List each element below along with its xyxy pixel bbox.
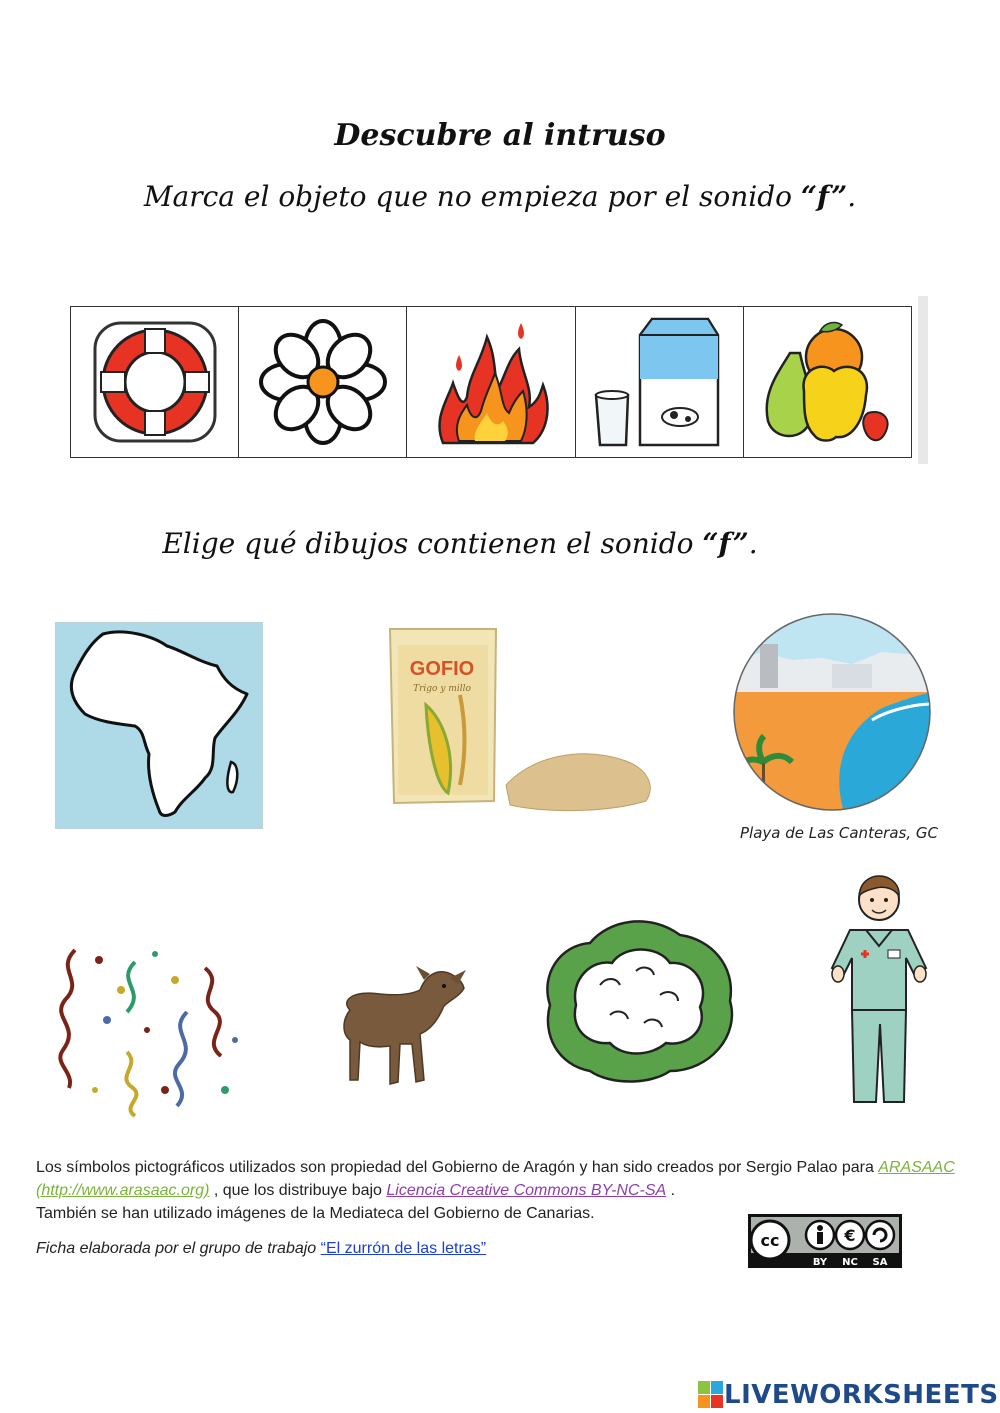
credits-line3: También se han utilizado imágenes de la Mediateca del Gobierno de Canarias.: [36, 1205, 595, 1222]
liveworksheets-logo-text: LIVEWORKSHEETS: [724, 1380, 999, 1410]
milk-icon: [590, 313, 730, 451]
liveworksheets-logo-icon: [698, 1381, 724, 1409]
cc-by: BY: [812, 1257, 828, 1268]
instruction-1: [0, 180, 1000, 213]
liveworksheets-logo[interactable]: [698, 1380, 999, 1410]
instruction-1-text: Marca el objeto que no empieza por el sonido: [143, 180, 801, 213]
fruit-icon: [760, 313, 900, 451]
credits-line1: Los símbolos pictográficos utilizados son propiedad del Gobierno de Aragón y han sido creados por Sergio Palao para: [36, 1159, 879, 1176]
ficha-lead: Ficha elaborada por el grupo de trabajo: [36, 1240, 321, 1257]
strip-cell-fruit[interactable]: [743, 307, 912, 457]
africa-map-image[interactable]: [55, 622, 263, 829]
lifebuoy-icon: [85, 317, 225, 447]
strip-cell-fire[interactable]: [406, 307, 574, 457]
instruction-2-sound: “f”: [702, 527, 749, 560]
confetti-image[interactable]: [55, 940, 245, 1120]
goat-image[interactable]: [320, 960, 470, 1090]
cc-sa: SA: [872, 1257, 888, 1268]
license-link[interactable]: Licencia Creative Commons BY-NC-SA: [386, 1182, 667, 1199]
gofio-brand: GOFIO: [409, 658, 475, 680]
page-title: Descubre al intruso: [334, 118, 666, 153]
cc-text: cc: [760, 1231, 780, 1250]
strip-cell-flower[interactable]: [238, 307, 406, 457]
credits-mid: , que los distribuye bajo: [209, 1182, 387, 1199]
zurron-link[interactable]: “El zurrón de las letras”: [320, 1240, 487, 1257]
ficha-text: [36, 1240, 486, 1258]
nurse-image[interactable]: [828, 868, 930, 1108]
gofio-image[interactable]: [386, 625, 670, 815]
strip-shadow: [918, 296, 928, 464]
fire-icon: [429, 315, 553, 449]
arasaac-link[interactable]: ARASAAC (http://www.arasaac.org): [36, 1159, 955, 1199]
instruction-2-text: Elige qué dibujos contienen el sonido: [162, 527, 703, 560]
instruction-1-sound: “f”: [800, 180, 848, 213]
intruder-strip: [70, 306, 912, 458]
strip-cell-lifebuoy[interactable]: [70, 307, 238, 457]
instruction-2-end: .: [748, 527, 758, 560]
cauliflower-image[interactable]: [540, 915, 740, 1085]
credits-end: .: [666, 1182, 676, 1199]
gofio-sub: Trigo y millo: [413, 684, 471, 694]
beach-caption: Playa de Las Canteras, GC: [740, 824, 938, 842]
cc-license-badge[interactable]: [748, 1214, 902, 1268]
instruction-1-end: .: [847, 180, 857, 213]
beach-image[interactable]: [732, 612, 932, 812]
svg-text:€: €: [844, 1226, 856, 1245]
flower-icon: [255, 315, 391, 449]
instruction-2: [0, 527, 920, 560]
strip-cell-milk[interactable]: [575, 307, 743, 457]
cc-nc: NC: [842, 1257, 858, 1268]
